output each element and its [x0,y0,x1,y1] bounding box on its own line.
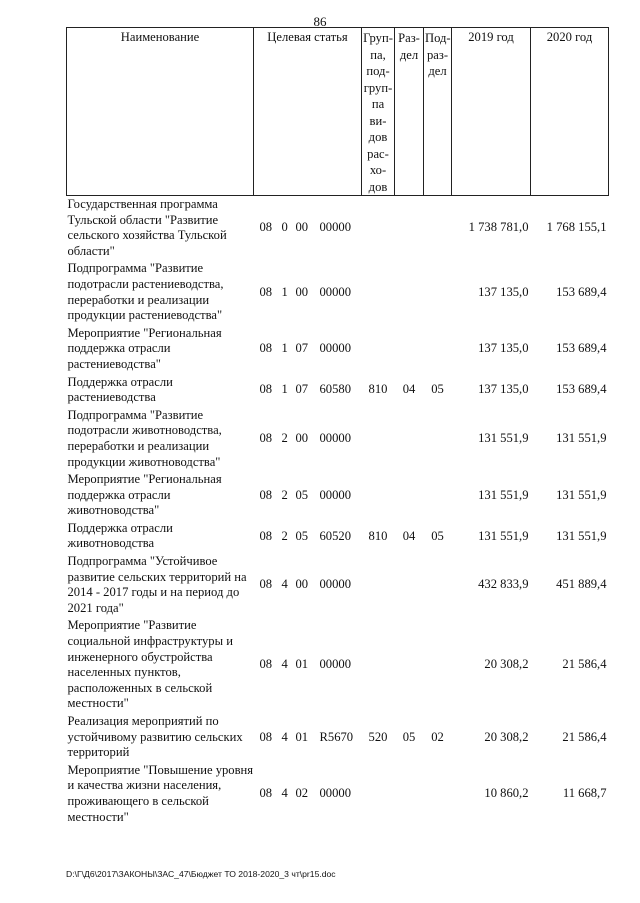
row-group: 520 [368,729,388,744]
row-name: Мероприятие "Повышение уровня и качества жизни населения, проживающего в сельской местности" [67,762,254,824]
row-target-code [254,325,362,374]
code-subprogram: 2 [281,431,288,446]
code-program: 08 [259,528,273,543]
row-target-code [254,374,362,407]
row-name: Подпрограмма "Устойчивое развитие сельских территорий на 2014 - 2017 годы и на период до 2021 года" [67,554,247,615]
row-subsection [424,553,452,617]
row-group [362,762,395,826]
row-section [395,260,424,324]
row-2020: 153 689,4 [556,341,607,356]
code-direction: 00000 [319,284,351,299]
header-2019: 2019 год [452,28,531,196]
code-event: 02 [295,786,309,801]
code-direction: 00000 [319,220,351,235]
row-section [395,553,424,617]
row-2020: 21 586,4 [562,657,607,672]
code-direction: 00000 [319,487,351,502]
header-target: Целевая статья [254,28,362,196]
row-group [362,196,395,261]
table-row [67,762,609,826]
row-section: 05 [402,729,416,744]
page-number: 86 [313,14,327,29]
row-subsection [424,762,452,826]
row-target-code [254,196,362,261]
code-program: 08 [259,657,273,672]
row-subsection: 05 [431,528,444,543]
code-direction: 00000 [319,786,351,801]
code-program: 08 [259,220,273,235]
code-subprogram: 2 [281,528,288,543]
code-event: 05 [295,487,309,502]
table-row [67,407,609,471]
code-event: 01 [295,729,309,744]
row-target-code [254,713,362,762]
row-section: 04 [402,528,416,543]
code-program: 08 [259,341,273,356]
header-name: Наименование [67,28,254,196]
row-subsection: 05 [431,382,444,397]
table-row [67,325,609,374]
table-row [67,617,609,713]
row-2019: 137 135,0 [478,382,529,397]
code-subprogram: 1 [281,284,288,299]
budget-table [66,27,609,826]
row-section [395,325,424,374]
row-subsection [424,260,452,324]
row-subsection [424,325,452,374]
row-name: Государственная программа Тульской области "Развитие сельского хозяйства Тульской области" [67,197,227,258]
code-program: 08 [259,284,273,299]
code-event: 00 [295,220,309,235]
row-2019: 20 308,2 [484,729,529,744]
row-2019: 137 135,0 [478,341,529,356]
row-section [395,762,424,826]
table-row [67,713,609,762]
row-name: Мероприятие "Развитие социальной инфраструктуры и инженерного обустройства населенных пунктов, расположенных в сельской местности" [67,618,233,711]
row-2019: 432 833,9 [478,577,529,592]
code-event: 07 [295,382,309,397]
code-subprogram: 0 [281,220,288,235]
table-row [67,260,609,324]
code-event: 00 [295,577,309,592]
code-direction: 00000 [319,577,351,592]
code-direction: 00000 [319,431,351,446]
code-subprogram: 1 [281,382,288,397]
row-target-code [254,762,362,826]
row-target-code [254,407,362,471]
row-section [395,196,424,261]
row-target-code [254,471,362,520]
code-program: 08 [259,382,273,397]
row-2020: 451 889,4 [556,577,607,592]
row-subsection [424,617,452,713]
code-direction: 00000 [319,341,351,356]
code-direction: 60580 [319,382,351,397]
row-target-code [254,520,362,553]
row-section: 04 [402,382,416,397]
row-2019: 1 738 781,0 [468,220,529,235]
table-row [67,196,609,261]
row-2019: 10 860,2 [484,786,529,801]
code-direction: 00000 [319,657,351,672]
code-subprogram: 1 [281,341,288,356]
table-row [67,520,609,553]
row-section [395,617,424,713]
code-subprogram: 4 [281,729,288,744]
row-2020: 131 551,9 [556,431,607,446]
table-header-row [67,28,609,196]
row-target-code [254,617,362,713]
code-subprogram: 4 [281,786,288,801]
code-program: 08 [259,431,273,446]
row-group: 810 [368,528,388,543]
row-2020: 153 689,4 [556,382,607,397]
code-program: 08 [259,577,273,592]
row-section [395,471,424,520]
row-2019: 131 551,9 [478,431,529,446]
row-subsection: 02 [431,729,444,744]
row-2019: 131 551,9 [478,487,529,502]
footer-file-path: D:\Г\Д6\2017\ЗАКОНЫ\ЗАС_47\Бюджет ТО 2018-2020_3 чт\pr15.doc [66,869,336,879]
row-2019: 137 135,0 [478,284,529,299]
code-program: 08 [259,786,273,801]
row-group [362,407,395,471]
table-row [67,374,609,407]
code-subprogram: 4 [281,577,288,592]
code-event: 00 [295,431,309,446]
row-subsection [424,407,452,471]
row-name: Подпрограмма "Развитие подотрасли животноводства, переработки и реализации продукции животноводства" [67,407,222,469]
row-2020: 11 668,7 [562,786,607,801]
row-name: Мероприятие "Региональная поддержка отрасли животноводства" [67,472,222,518]
header-section: Раз- дел [395,28,424,196]
code-direction: R5670 [319,729,354,744]
row-group [362,617,395,713]
table-row [67,471,609,520]
row-group [362,260,395,324]
row-2020: 131 551,9 [556,528,607,543]
row-group [362,471,395,520]
row-name: Подпрограмма "Развитие подотрасли растениеводства, переработки и реализации продукции растениеводства" [67,261,224,323]
row-group [362,553,395,617]
row-subsection [424,471,452,520]
code-event: 00 [295,284,309,299]
row-name: Поддержка отрасли растениеводства [67,374,173,405]
row-name: Поддержка отрасли животноводства [67,520,173,551]
row-target-code [254,553,362,617]
table-row [67,553,609,617]
header-2020: 2020 год [531,28,609,196]
row-2020: 1 768 155,1 [546,220,607,235]
row-2019: 131 551,9 [478,528,529,543]
row-name: Мероприятие "Региональная поддержка отрасли растениеводства" [67,325,222,371]
code-subprogram: 4 [281,657,288,672]
row-group [362,325,395,374]
code-subprogram: 2 [281,487,288,502]
row-2019: 20 308,2 [484,657,529,672]
code-program: 08 [259,729,273,744]
row-subsection [424,196,452,261]
row-section [395,407,424,471]
row-target-code [254,260,362,324]
code-event: 01 [295,657,309,672]
code-direction: 60520 [319,528,351,543]
row-2020: 21 586,4 [562,729,607,744]
header-group: Груп- па, под- груп- па ви- дов рас- хо- дов [362,28,395,196]
row-group: 810 [368,382,388,397]
row-2020: 131 551,9 [556,487,607,502]
table-body [67,196,609,827]
code-program: 08 [259,487,273,502]
code-event: 07 [295,341,309,356]
header-subsection: Под- раз- дел [424,28,452,196]
row-2020: 153 689,4 [556,284,607,299]
code-event: 05 [295,528,309,543]
row-name: Реализация мероприятий по устойчивому развитию сельских территорий [67,714,243,760]
